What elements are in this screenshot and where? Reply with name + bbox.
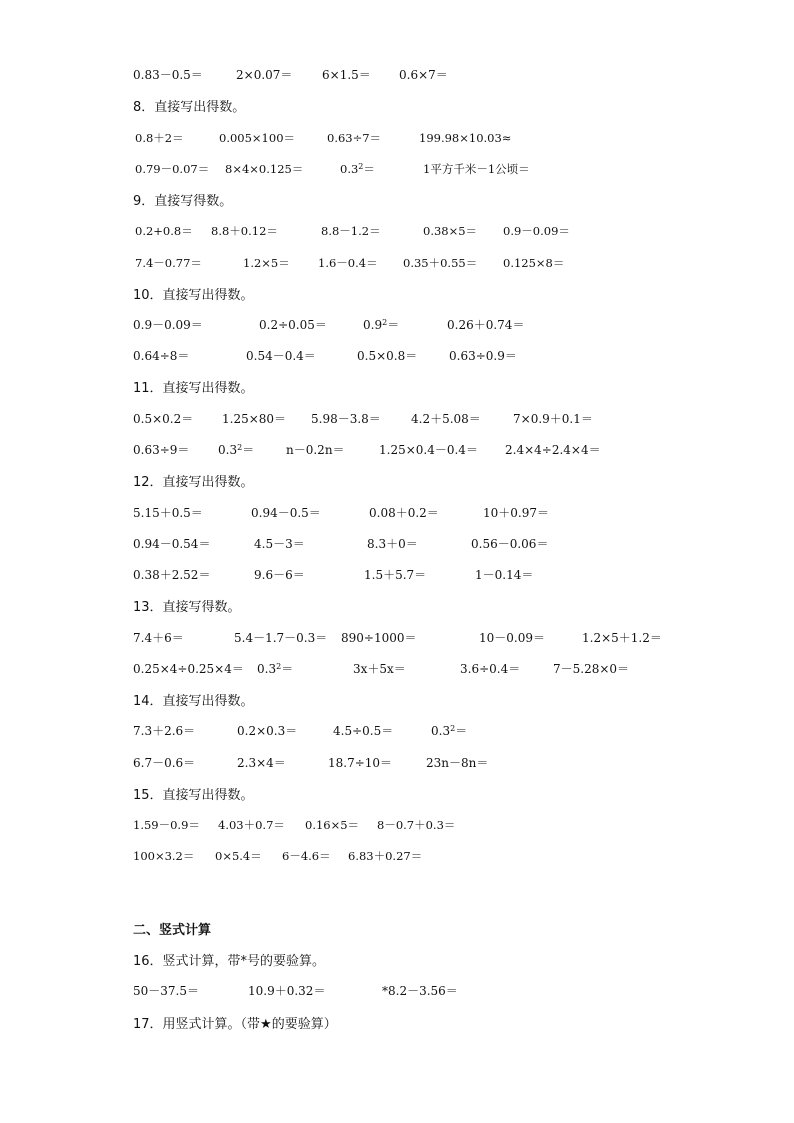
base-text: 0.3	[431, 724, 451, 738]
math-problem: 0.16×5＝	[305, 818, 360, 832]
math-problem	[431, 721, 467, 741]
math-problem: 1.2×5＝	[243, 256, 290, 270]
math-problem: 10－0.09＝	[479, 631, 545, 645]
math-problem: 0.64÷8＝	[133, 349, 190, 363]
math-problem: 0.38＋2.52＝	[133, 568, 211, 582]
math-problem: 8.3＋0＝	[367, 537, 418, 551]
math-problem: 0.94－0.5＝	[251, 506, 321, 520]
math-problem: 0.5×0.2＝	[133, 412, 194, 426]
math-problem: 2.3×4＝	[237, 756, 286, 770]
question-12-heading: 12．直接写出得数。	[133, 475, 254, 490]
math-problem: 0.6×7＝	[399, 68, 448, 82]
question-8-heading: 8．直接写出得数。	[133, 100, 246, 115]
math-problem: 8.8＋0.12＝	[211, 224, 278, 238]
math-problem: 0.08＋0.2＝	[369, 506, 439, 520]
equals-text: ＝	[387, 318, 400, 332]
math-problem: 2.4×4÷2.4×4＝	[505, 443, 601, 457]
math-problem: 1－0.14＝	[475, 568, 534, 582]
math-problem: 1.5＋5.7＝	[364, 568, 427, 582]
math-problem: 5.15＋0.5＝	[133, 506, 203, 520]
exponent-text: 2	[358, 162, 364, 171]
math-problem	[363, 315, 399, 335]
base-text: 0.9	[363, 318, 383, 332]
math-problem: 0.63÷7＝	[327, 131, 382, 145]
question-13-heading: 13．直接写得数。	[133, 600, 241, 615]
math-problem: 0.2+0.8＝	[135, 224, 193, 238]
math-problem: 0.005×100＝	[219, 131, 296, 145]
question-15-heading: 15．直接写出得数。	[133, 788, 254, 803]
math-problem: 18.7÷10＝	[328, 756, 393, 770]
math-problem: 3x＋5x＝	[353, 662, 406, 676]
equals-text: ＝	[363, 162, 375, 176]
math-problem: 4.2＋5.08＝	[411, 412, 481, 426]
question-17-heading: 17．用竖式计算。（带★的要验算）	[133, 1017, 337, 1032]
math-problem: 4.5÷0.5＝	[333, 724, 394, 738]
section-2-heading: 二、竖式计算	[133, 923, 212, 938]
math-problem: 10＋0.97＝	[483, 506, 549, 520]
math-problem: 9.6－6＝	[254, 568, 305, 582]
math-problem: 0.125×8＝	[503, 256, 565, 270]
math-problem: 6－4.6＝	[282, 849, 331, 863]
math-problem: 0.54－0.4＝	[246, 349, 316, 363]
math-problem: 7.3＋2.6＝	[133, 724, 196, 738]
math-problem: 0.5×0.8＝	[357, 349, 418, 363]
math-problem: 1.59－0.9＝	[133, 818, 200, 832]
math-problem	[340, 159, 375, 179]
math-problem	[218, 440, 254, 460]
math-problem: 7×0.9＋0.1＝	[513, 412, 593, 426]
base-text: 0.3	[340, 162, 359, 176]
math-problem: 0.35＋0.55＝	[403, 256, 478, 270]
math-problem: 6×1.5＝	[322, 68, 371, 82]
math-problem: 10.9＋0.32＝	[248, 984, 326, 998]
math-problem: 100×3.2＝	[133, 849, 195, 863]
math-problem: n－0.2n＝	[286, 443, 345, 457]
math-problem: 1.2×5＋1.2＝	[582, 631, 662, 645]
equals-text: ＝	[455, 724, 468, 738]
exponent-text: 2	[450, 724, 456, 733]
math-problem: 0.63÷0.9＝	[449, 349, 517, 363]
math-problem: 0.2×0.3＝	[237, 724, 298, 738]
math-problem: 5.4－1.7－0.3＝	[234, 631, 328, 645]
math-problem: 3.6÷0.4＝	[460, 662, 521, 676]
equals-text: ＝	[242, 443, 255, 457]
question-14-heading: 14．直接写出得数。	[133, 694, 254, 709]
math-problem: 0.9－0.09＝	[503, 224, 570, 238]
math-problem: 890÷1000＝	[341, 631, 417, 645]
math-problem: 0.2÷0.05＝	[259, 318, 327, 332]
math-problem: 0.63÷9＝	[133, 443, 190, 457]
question-10-heading: 10．直接写出得数。	[133, 288, 254, 303]
math-problem: 7.4＋6＝	[133, 631, 184, 645]
math-problem: 23n－8n＝	[426, 756, 489, 770]
math-problem: 50－37.5＝	[133, 984, 199, 998]
math-problem: 1.25×80＝	[222, 412, 287, 426]
math-problem: 0.56－0.06＝	[471, 537, 549, 551]
math-problem: 0.25×4÷0.25×4＝	[133, 662, 244, 676]
exponent-text: 2	[276, 662, 282, 671]
math-problem: 0×5.4＝	[215, 849, 262, 863]
math-problem: 0.9－0.09＝	[133, 318, 203, 332]
math-problem: 4.03＋0.7＝	[218, 818, 285, 832]
question-9-heading: 9．直接写得数。	[133, 194, 233, 209]
math-problem: 0.26＋0.74＝	[447, 318, 525, 332]
exponent-text: 2	[382, 318, 388, 327]
exponent-text: 2	[237, 443, 243, 452]
base-text: 0.3	[257, 662, 277, 676]
math-problem: 1平方千米－1公顷＝	[423, 162, 530, 176]
question-11-heading: 11．直接写出得数。	[133, 381, 254, 396]
math-problem: 6.7－0.6＝	[133, 756, 196, 770]
question-16-heading: 16．竖式计算，带*号的要验算。	[133, 954, 326, 969]
math-problem: 7－5.28×0＝	[553, 662, 630, 676]
math-problem: 5.98－3.8＝	[311, 412, 381, 426]
math-problem: 8－0.7＋0.3＝	[377, 818, 456, 832]
math-problem: 1.25×0.4－0.4＝	[379, 443, 478, 457]
math-problem: 4.5－3＝	[254, 537, 305, 551]
math-problem: 8×4×0.125＝	[225, 162, 304, 176]
math-problem: *8.2－3.56＝	[382, 984, 458, 998]
math-problem	[257, 659, 293, 679]
math-problem: 0.94－0.54＝	[133, 537, 211, 551]
math-problem: 0.79－0.07＝	[135, 162, 210, 176]
equals-text: ＝	[281, 662, 294, 676]
math-problem: 2×0.07＝	[236, 68, 293, 82]
math-problem: 1.6－0.4＝	[318, 256, 378, 270]
math-problem: 0.8＋2＝	[135, 131, 184, 145]
math-problem: 8.8－1.2＝	[321, 224, 381, 238]
base-text: 0.3	[218, 443, 238, 457]
math-problem: 6.83＋0.27＝	[348, 849, 423, 863]
math-problem: 0.38×5＝	[423, 224, 478, 238]
math-problem: 0.83－0.5＝	[133, 68, 203, 82]
math-problem: 199.98×10.03≈	[419, 131, 512, 145]
math-problem: 7.4－0.77＝	[135, 256, 202, 270]
